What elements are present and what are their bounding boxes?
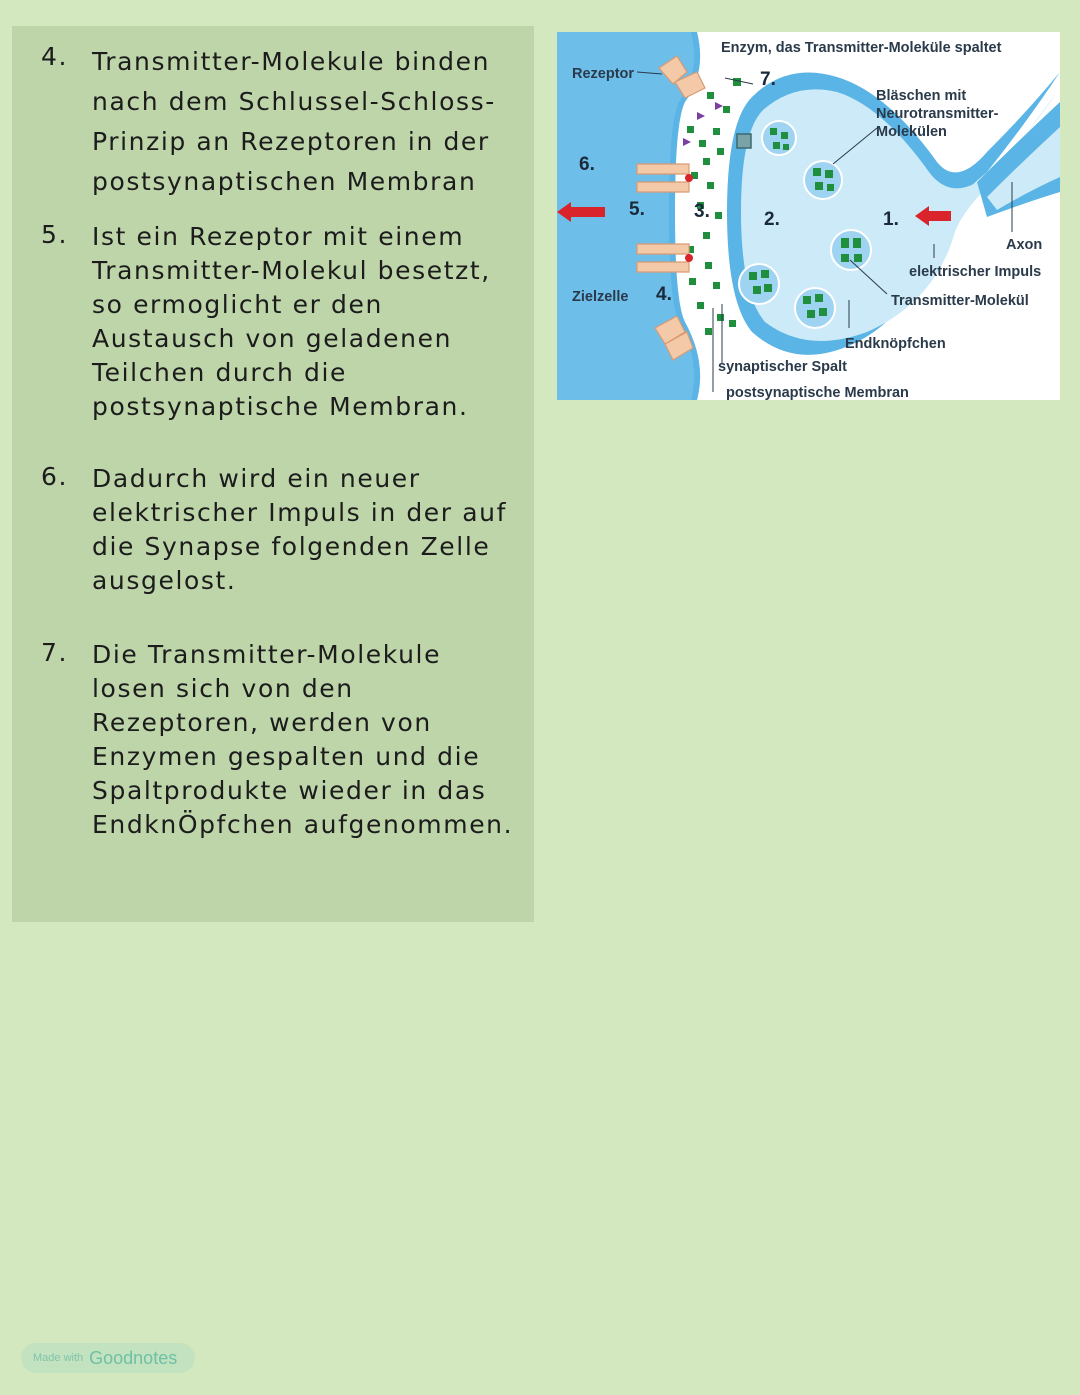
- step-number: 4.: [41, 42, 69, 71]
- label-vesicles-2: Neurotransmitter-: [876, 106, 999, 122]
- step-text: Transmitter-Molekule binden nach dem Schlussel-Schloss- Prinzip an Rezeptoren in der postsynaptischen Membran: [92, 47, 496, 196]
- label-axon: Axon: [1006, 237, 1043, 253]
- label-receptor: Rezeptor: [572, 66, 635, 82]
- notes-panel: [12, 26, 534, 922]
- vesicle: [795, 288, 835, 328]
- number-4: 4.: [656, 284, 672, 305]
- label-terminal: Endknöpfchen: [845, 336, 946, 352]
- vesicle: [804, 161, 842, 199]
- number-3: 3.: [694, 201, 710, 222]
- number-5: 5.: [629, 199, 645, 220]
- label-vesicles-1: Bläschen mit: [876, 88, 967, 104]
- badge-prefix: Made with: [33, 1352, 84, 1364]
- label-target-cell: Zielzelle: [572, 289, 629, 305]
- step-number: 7.: [41, 638, 69, 667]
- number-2: 2.: [764, 209, 780, 230]
- vesicle: [762, 121, 796, 155]
- enzyme: [737, 134, 751, 148]
- label-membrane: postsynaptische Membran: [726, 385, 909, 400]
- step-text: Dadurch wird ein neuer elektrischer Impuls in der auf die Synapse folgenden Zelle ausgelost.: [92, 464, 507, 595]
- label-vesicles-3: Molekülen: [876, 124, 947, 140]
- vesicle: [739, 264, 779, 304]
- step-text: Die Transmitter-Molekule losen sich von den Rezeptoren, werden von Enzymen gespalten und die Spaltprodukte wieder in das EndknÖpfchen aufgenommen.: [92, 640, 514, 839]
- number-6: 6.: [579, 154, 595, 175]
- goodnotes-badge[interactable]: [21, 1343, 195, 1373]
- label-impulse: elektrischer Impuls: [909, 264, 1042, 280]
- step-text: Ist ein Rezeptor mit einem Transmitter-Molekul besetzt, so ermoglicht er den Austausch von geladenen Teilchen durch die postsynaptische Membran.: [92, 222, 491, 421]
- badge-brand: Goodnotes: [89, 1347, 178, 1368]
- step-number: 5.: [41, 220, 69, 249]
- vesicle: [831, 230, 871, 270]
- number-1: 1.: [883, 209, 899, 230]
- synapse-svg: [557, 32, 1060, 400]
- number-7: 7.: [760, 69, 776, 90]
- synapse-diagram: [557, 32, 1060, 400]
- label-cleft: synaptischer Spalt: [718, 359, 847, 375]
- label-transmitter: Transmitter-Molekül: [891, 293, 1029, 309]
- step-number: 6.: [41, 462, 69, 491]
- enzyme-fragments: [683, 102, 723, 146]
- label-enzyme: Enzym, das Transmitter-Moleküle spaltet: [721, 40, 1002, 56]
